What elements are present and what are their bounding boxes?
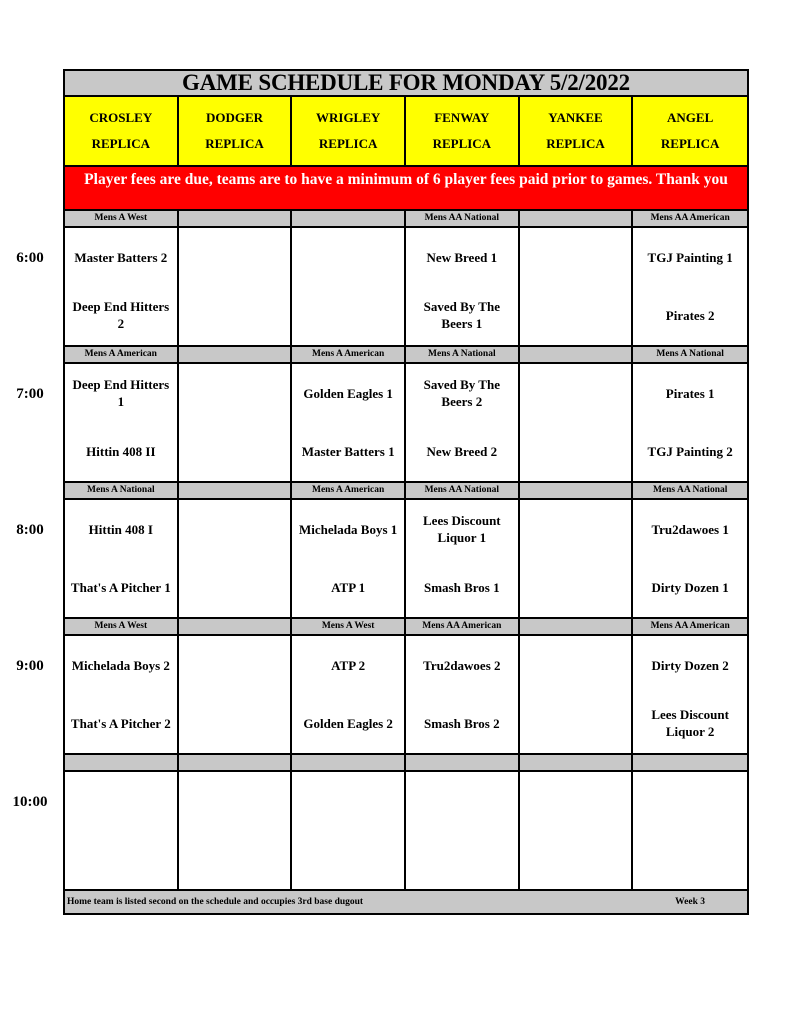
home-team: Saved By The Beers 1 — [423, 299, 500, 331]
division-label — [633, 755, 747, 770]
away-team: New Breed 1 — [426, 249, 498, 265]
division-label — [65, 755, 179, 770]
home-team — [520, 286, 632, 344]
game-cell — [179, 772, 293, 889]
home-team: Deep End Hitters 2 — [72, 299, 170, 331]
division-label: Mens A West — [292, 619, 406, 634]
home-team: Hittin 408 II — [86, 443, 156, 459]
division-row — [65, 211, 747, 228]
home-team — [179, 422, 291, 480]
game-cell — [292, 500, 406, 617]
games-row — [65, 228, 747, 347]
game-cell — [406, 772, 520, 889]
game-cell — [179, 364, 293, 481]
games-row — [65, 364, 747, 483]
field-header — [179, 97, 293, 165]
division-label — [292, 211, 406, 226]
away-team — [520, 364, 632, 422]
away-team — [406, 772, 518, 830]
game-cell — [520, 228, 634, 345]
division-label — [292, 755, 406, 770]
home-team: Smash Bros 2 — [424, 715, 500, 731]
field-name: DODGER — [205, 110, 264, 125]
away-team — [179, 364, 291, 422]
field-header — [406, 97, 520, 165]
division-label: Mens A West — [65, 619, 179, 634]
game-cell — [179, 500, 293, 617]
schedule-footer — [65, 891, 747, 913]
away-team: Michelada Boys 1 — [299, 521, 398, 537]
division-label: Mens A American — [292, 483, 406, 498]
away-team: Master Batters 2 — [74, 249, 168, 265]
game-cell — [179, 228, 293, 345]
field-name: CROSLEY — [89, 110, 153, 125]
away-team — [633, 772, 747, 830]
home-team: That's A Pitcher 2 — [70, 715, 171, 731]
game-cell — [520, 772, 634, 889]
away-team: Pirates 1 — [665, 385, 715, 401]
home-team: Golden Eagles 2 — [303, 715, 393, 731]
game-cell — [406, 228, 520, 345]
away-team — [179, 636, 291, 694]
games-row — [65, 772, 747, 891]
field-header — [520, 97, 634, 165]
away-team — [520, 636, 632, 694]
game-cell — [633, 636, 747, 753]
schedule-title: GAME SCHEDULE FOR MONDAY 5/2/2022 — [65, 71, 747, 97]
division-label — [179, 619, 293, 634]
division-label: Mens A National — [656, 349, 724, 359]
game-cell — [406, 500, 520, 617]
division-label: Mens A West — [65, 211, 179, 226]
game-cell — [292, 772, 406, 889]
division-label — [520, 347, 634, 362]
game-cell — [65, 228, 179, 345]
away-team — [179, 772, 291, 830]
home-team — [520, 830, 632, 888]
game-cell — [520, 500, 634, 617]
division-label — [179, 347, 293, 362]
home-team — [520, 422, 632, 480]
field-subtitle: REPLICA — [91, 136, 151, 151]
division-label: Mens AA National — [652, 485, 728, 495]
game-cell — [633, 228, 747, 345]
division-label: Mens A National — [65, 483, 179, 498]
home-team: TGJ Painting 2 — [647, 443, 733, 459]
division-row — [65, 483, 747, 500]
home-team — [179, 830, 291, 888]
division-label: Mens A American — [65, 347, 179, 362]
game-cell — [520, 364, 634, 481]
away-team: Michelada Boys 2 — [71, 657, 170, 673]
home-team: ATP 1 — [331, 579, 366, 595]
away-team: Tru2dawoes 1 — [651, 521, 729, 537]
home-team-note: Home team is listed second on the schedule and occupies 3rd base dugout — [67, 897, 364, 907]
division-label — [520, 483, 634, 498]
away-team: Saved By The Beers 2 — [423, 377, 500, 409]
home-team — [292, 286, 404, 344]
home-team — [179, 558, 291, 616]
game-cell — [65, 500, 179, 617]
field-header — [292, 97, 406, 165]
division-label — [520, 619, 634, 634]
field-subtitle: REPLICA — [660, 136, 720, 151]
away-team — [520, 500, 632, 558]
away-team: Lees Discount Liquor 1 — [423, 513, 501, 545]
time-label: 10:00 — [12, 794, 48, 810]
field-header — [65, 97, 179, 165]
division-label: Mens AA American — [650, 621, 730, 631]
time-slot-block — [65, 347, 747, 483]
field-name: WRIGLEY — [316, 110, 381, 125]
home-team — [179, 694, 291, 752]
home-team — [406, 830, 518, 888]
division-label — [520, 755, 634, 770]
time-label: 9:00 — [16, 658, 44, 674]
week-label: Week 3 — [675, 897, 705, 907]
away-team: Tru2dawoes 2 — [423, 657, 501, 673]
division-label: Mens A National — [406, 347, 520, 362]
home-team — [65, 830, 177, 888]
game-cell — [292, 636, 406, 753]
home-team: Smash Bros 1 — [424, 579, 500, 595]
away-team: Dirty Dozen 2 — [651, 657, 729, 673]
away-team — [179, 500, 291, 558]
division-row — [65, 619, 747, 636]
home-team — [292, 830, 404, 888]
game-cell — [292, 364, 406, 481]
time-slot-block — [65, 483, 747, 619]
time-slots — [65, 211, 747, 891]
division-label: Mens AA American — [650, 213, 730, 223]
games-row — [65, 636, 747, 755]
game-cell — [65, 636, 179, 753]
field-header — [633, 97, 747, 165]
home-team — [520, 694, 632, 752]
field-name: FENWAY — [434, 110, 490, 125]
home-team: Lees Discount Liquor 2 — [651, 707, 729, 739]
player-fees-notice: Player fees are due, teams are to have a minimum of 6 player fees paid prior to games. Thank you — [65, 167, 747, 211]
division-label: Mens AA National — [406, 211, 520, 226]
schedule-table — [63, 69, 749, 915]
division-label — [179, 211, 293, 226]
time-slot-block — [65, 755, 747, 891]
field-subtitle: REPLICA — [432, 136, 492, 151]
home-team: New Breed 2 — [426, 443, 498, 459]
field-name: ANGEL — [667, 110, 714, 125]
game-cell — [65, 364, 179, 481]
field-header-row — [65, 97, 747, 167]
away-team — [292, 228, 404, 286]
field-subtitle: REPLICA — [205, 136, 264, 151]
game-cell — [179, 636, 293, 753]
time-slot-block — [65, 211, 747, 347]
away-team: Deep End Hitters 1 — [72, 377, 170, 409]
home-team: Dirty Dozen 1 — [651, 579, 729, 595]
time-label: 8:00 — [16, 522, 44, 538]
game-cell — [406, 364, 520, 481]
division-label — [179, 483, 293, 498]
away-team — [179, 228, 291, 286]
game-cell — [520, 636, 634, 753]
division-label: Mens AA National — [406, 483, 520, 498]
game-cell — [65, 772, 179, 889]
division-row — [65, 755, 747, 772]
field-name: YANKEE — [548, 110, 603, 125]
home-team: Pirates 2 — [665, 307, 715, 323]
home-team — [179, 286, 291, 344]
away-team — [520, 228, 632, 286]
game-cell — [633, 772, 747, 889]
away-team — [292, 772, 404, 830]
away-team: ATP 2 — [331, 657, 366, 673]
away-team: Hittin 408 I — [88, 521, 153, 537]
home-team: Master Batters 1 — [301, 443, 395, 459]
time-label: 6:00 — [16, 250, 44, 266]
division-label: Mens A American — [292, 347, 406, 362]
field-subtitle: REPLICA — [318, 136, 378, 151]
home-team: That's A Pitcher 1 — [70, 579, 171, 595]
time-slot-block — [65, 619, 747, 755]
game-cell — [292, 228, 406, 345]
division-label — [179, 755, 293, 770]
games-row — [65, 500, 747, 619]
game-cell — [633, 500, 747, 617]
division-label — [406, 755, 520, 770]
away-team — [65, 772, 177, 830]
away-team: Golden Eagles 1 — [303, 385, 393, 401]
division-label — [520, 211, 634, 226]
time-label: 7:00 — [16, 386, 44, 402]
home-team — [633, 830, 747, 888]
game-cell — [406, 636, 520, 753]
away-team: TGJ Painting 1 — [647, 249, 733, 265]
field-subtitle: REPLICA — [546, 136, 605, 151]
division-label: Mens AA American — [406, 619, 520, 634]
game-cell — [633, 364, 747, 481]
division-row — [65, 347, 747, 364]
away-team — [520, 772, 632, 830]
home-team — [520, 558, 632, 616]
